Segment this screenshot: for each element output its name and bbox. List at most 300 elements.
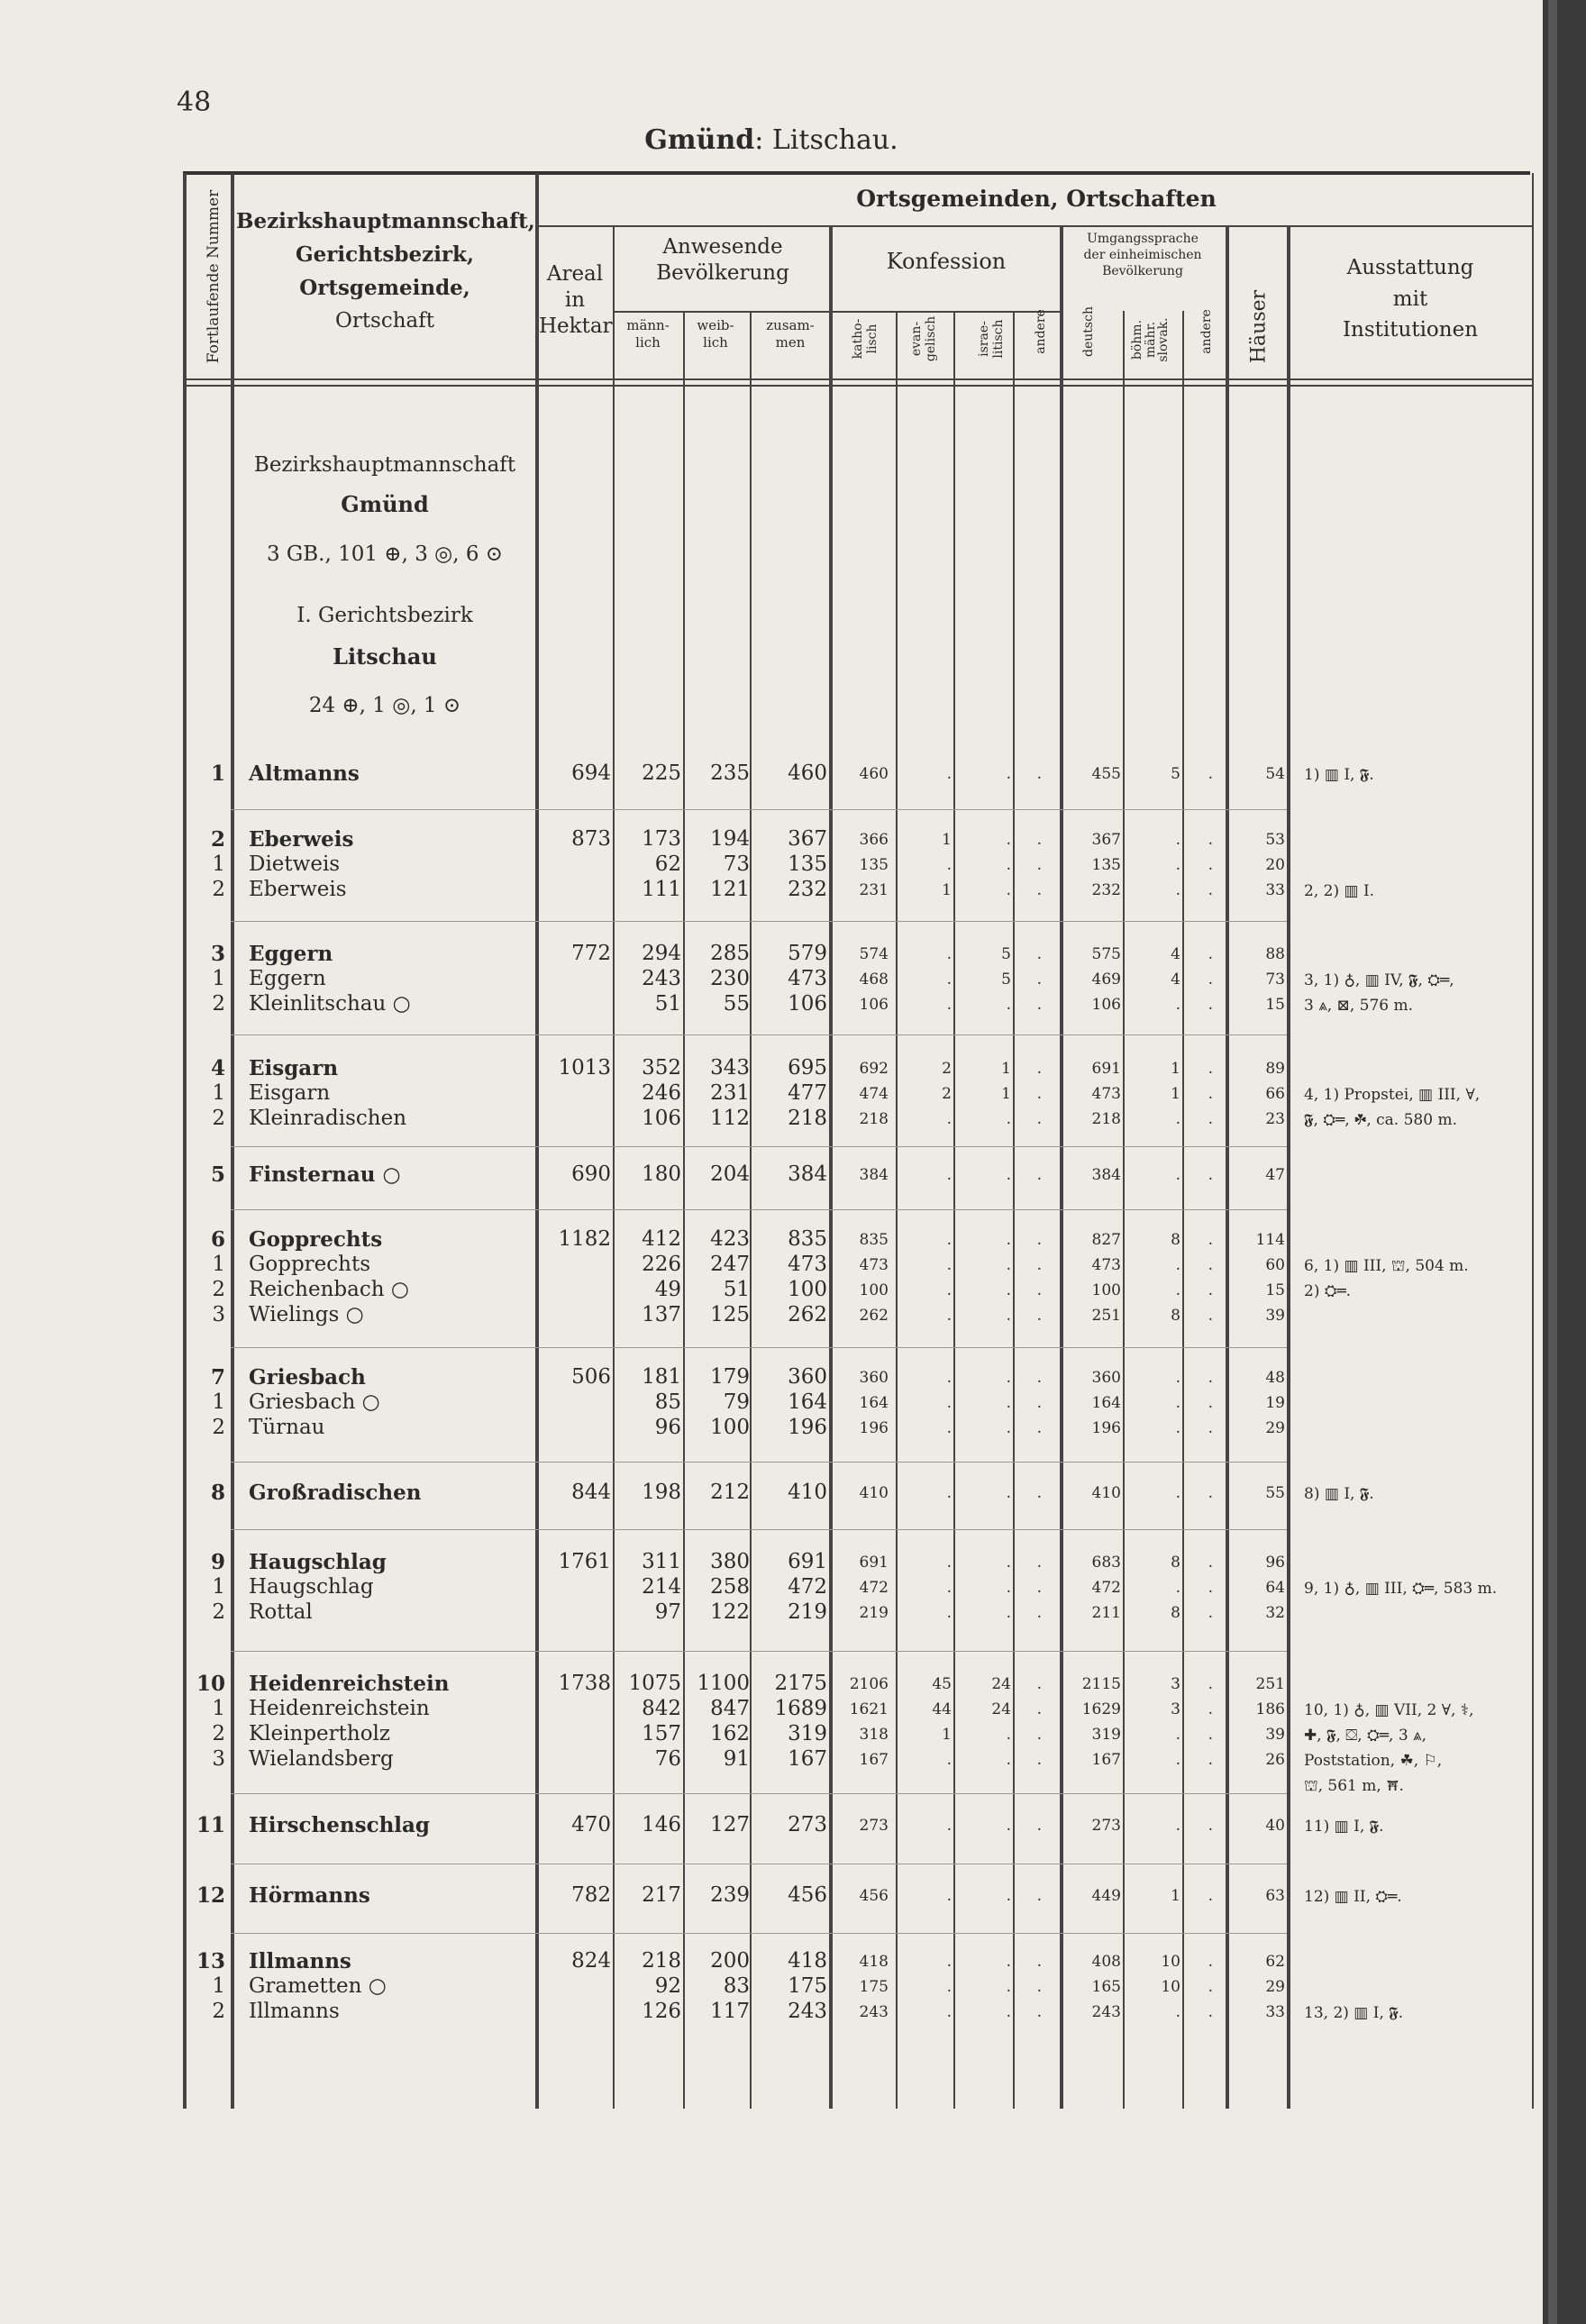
cell-isr: 1 bbox=[1001, 1085, 1011, 1103]
header-col-institutions bbox=[1289, 252, 1532, 346]
cell-ev: . bbox=[946, 1953, 952, 1971]
cell-and: . bbox=[1036, 1675, 1042, 1693]
cell-w: 343 bbox=[710, 1056, 750, 1080]
cell-w: 212 bbox=[710, 1481, 750, 1504]
row-rule bbox=[231, 1793, 1287, 1794]
cell-bo: 3 bbox=[1171, 1675, 1180, 1693]
institutions-cell: 2) ⛭═. bbox=[1304, 1282, 1352, 1300]
cell-w: 91 bbox=[723, 1747, 750, 1771]
cell-and: . bbox=[1036, 1419, 1042, 1437]
cell-m: 311 bbox=[642, 1550, 681, 1573]
cell-t: 273 bbox=[788, 1813, 827, 1836]
cell-h: 19 bbox=[1265, 1394, 1285, 1412]
cell-t: 1689 bbox=[774, 1697, 827, 1720]
cell-isr: . bbox=[1006, 1726, 1011, 1744]
cell-m: 198 bbox=[642, 1481, 681, 1504]
cell-h: 73 bbox=[1265, 971, 1285, 989]
cell-and: . bbox=[1036, 971, 1042, 989]
cell-t: 456 bbox=[788, 1883, 827, 1907]
cell-m: 217 bbox=[642, 1883, 681, 1907]
cell-and: . bbox=[1036, 945, 1042, 963]
cell-and: . bbox=[1036, 881, 1042, 899]
row-number: 12 bbox=[196, 1883, 225, 1908]
cell-and: . bbox=[1036, 1060, 1042, 1078]
municipality-name: Hirschenschlag bbox=[249, 1813, 431, 1837]
cell-w: 125 bbox=[710, 1303, 750, 1326]
header-pop-female: weib- lich bbox=[697, 317, 734, 351]
header-area-line1: Areal bbox=[546, 262, 604, 286]
page-number: 48 bbox=[177, 87, 212, 118]
cell-kat: 384 bbox=[859, 1166, 889, 1184]
cell-t: 360 bbox=[788, 1365, 827, 1389]
cell-bo: 8 bbox=[1171, 1307, 1180, 1325]
cell-kat: 231 bbox=[859, 881, 889, 899]
cell-and: . bbox=[1036, 1231, 1042, 1249]
cell-kat: 164 bbox=[859, 1394, 889, 1412]
cell-area: 772 bbox=[571, 942, 611, 965]
cell-w: 235 bbox=[710, 761, 750, 785]
cell-de: 449 bbox=[1091, 1887, 1121, 1905]
row-rule bbox=[231, 1347, 1287, 1348]
cell-bo: . bbox=[1175, 2003, 1180, 2021]
cell-bo: . bbox=[1175, 1394, 1180, 1412]
header-area-line2: in bbox=[564, 287, 586, 312]
cell-kat: 262 bbox=[859, 1307, 889, 1325]
cell-ev: . bbox=[946, 1978, 952, 1996]
cell-ev: . bbox=[946, 1419, 952, 1437]
locality-name: Heidenreichstein bbox=[249, 1697, 430, 1720]
header-pop-line1: Anwesende bbox=[662, 235, 783, 259]
cell-h: 96 bbox=[1265, 1554, 1285, 1572]
cell-h: 47 bbox=[1265, 1166, 1285, 1184]
header-lang-line2: der einheimischen bbox=[1083, 248, 1202, 263]
header-pop-line2: Bevölkerung bbox=[656, 260, 789, 285]
cell-and: . bbox=[1036, 1394, 1042, 1412]
cell-h: 40 bbox=[1265, 1817, 1285, 1835]
row-number: 1 bbox=[212, 852, 225, 876]
cell-area: 782 bbox=[571, 1883, 611, 1907]
cell-kat: 135 bbox=[859, 856, 889, 874]
column-rule bbox=[1532, 173, 1534, 2109]
cell-de: 273 bbox=[1091, 1817, 1121, 1835]
cell-and: . bbox=[1036, 1281, 1042, 1299]
cell-de: 232 bbox=[1091, 881, 1121, 899]
cell-isr: . bbox=[1006, 1256, 1011, 1274]
cell-w: 1100 bbox=[697, 1672, 750, 1695]
row-rule bbox=[183, 385, 1532, 387]
header-conf-evangelical: evan- gelisch bbox=[909, 315, 938, 362]
cell-w: 204 bbox=[710, 1162, 750, 1186]
row-number: 2 bbox=[212, 1107, 225, 1130]
cell-de: 218 bbox=[1091, 1110, 1121, 1128]
header-lang-other: andere bbox=[1199, 309, 1214, 354]
cell-t: 835 bbox=[788, 1227, 827, 1251]
header-group-population bbox=[615, 234, 831, 287]
cell-kat: 196 bbox=[859, 1419, 889, 1437]
row-number: 2 bbox=[212, 1416, 225, 1439]
municipality-name: Haugschlag bbox=[249, 1550, 387, 1574]
cell-and: . bbox=[1036, 1307, 1042, 1325]
cell-isr: . bbox=[1006, 1281, 1011, 1299]
cell-la: . bbox=[1208, 1978, 1213, 1996]
cell-de: 164 bbox=[1091, 1394, 1121, 1412]
cell-and: . bbox=[1036, 1817, 1042, 1835]
cell-h: 53 bbox=[1265, 831, 1285, 849]
cell-ev: . bbox=[946, 1604, 952, 1622]
cell-and: . bbox=[1036, 856, 1042, 874]
institutions-cell: 13, 2) ▥ I, 𝕱. bbox=[1304, 2004, 1404, 2022]
cell-isr: . bbox=[1006, 765, 1011, 783]
cell-kat: 360 bbox=[859, 1369, 889, 1387]
cell-t: 418 bbox=[788, 1949, 827, 1973]
cell-isr: . bbox=[1006, 1817, 1011, 1835]
cell-ev: . bbox=[946, 1817, 952, 1835]
row-rule bbox=[231, 1529, 1287, 1530]
header-lang-line1: Umgangssprache bbox=[1087, 232, 1199, 246]
cell-m: 180 bbox=[642, 1162, 681, 1186]
row-number: 10 bbox=[196, 1672, 225, 1696]
cell-kat: 472 bbox=[859, 1579, 889, 1597]
cell-t: 135 bbox=[788, 852, 827, 876]
cell-la: . bbox=[1208, 881, 1213, 899]
locality-name: Türnau bbox=[249, 1416, 325, 1439]
cell-t: 243 bbox=[788, 2000, 827, 2023]
institutions-cell: 10, 1) ♁, ▥ VII, 2 ∀, ⚕, bbox=[1304, 1701, 1474, 1719]
cell-h: 186 bbox=[1255, 1700, 1285, 1718]
institutions-cell: 3 ⩓, ⊠, 576 m. bbox=[1304, 997, 1414, 1015]
institutions-cell: 3, 1) ♁, ▥ IV, 𝕱, ⛭═, bbox=[1304, 971, 1454, 989]
cell-area: 844 bbox=[571, 1481, 611, 1504]
header-name-line3: Ortsgemeinde, bbox=[299, 275, 470, 300]
header-col-area bbox=[539, 261, 611, 339]
intro-gb-stats: 24 ⊕, 1 ◎, 1 ⊙ bbox=[308, 694, 461, 717]
cell-w: 423 bbox=[710, 1227, 750, 1251]
cell-la: . bbox=[1208, 1726, 1213, 1744]
cell-la: . bbox=[1208, 1887, 1213, 1905]
municipality-name: Eisgarn bbox=[249, 1056, 339, 1080]
cell-ev: . bbox=[946, 971, 952, 989]
cell-isr: . bbox=[1006, 1554, 1011, 1572]
cell-h: 63 bbox=[1265, 1887, 1285, 1905]
running-title-court: : Litschau. bbox=[754, 124, 898, 156]
cell-kat: 167 bbox=[859, 1751, 889, 1769]
cell-isr: . bbox=[1006, 1307, 1011, 1325]
cell-la: . bbox=[1208, 1817, 1213, 1835]
cell-bo: . bbox=[1175, 1369, 1180, 1387]
cell-la: . bbox=[1208, 856, 1213, 874]
cell-kat: 468 bbox=[859, 971, 889, 989]
cell-de: 135 bbox=[1091, 856, 1121, 874]
row-rule bbox=[535, 225, 1532, 227]
cell-isr: 24 bbox=[991, 1675, 1011, 1693]
row-number: 2 bbox=[212, 1278, 225, 1301]
cell-kat: 366 bbox=[859, 831, 889, 849]
cell-isr: . bbox=[1006, 2003, 1011, 2021]
row-number: 4 bbox=[210, 1056, 225, 1080]
header-name-line1: Bezirkshauptmannschaft, bbox=[236, 209, 535, 233]
row-number: 1 bbox=[212, 1575, 225, 1599]
cell-t: 410 bbox=[788, 1481, 827, 1504]
cell-h: 64 bbox=[1265, 1579, 1285, 1597]
cell-h: 15 bbox=[1265, 1281, 1285, 1299]
cell-m: 62 bbox=[654, 852, 681, 876]
cell-kat: 692 bbox=[859, 1060, 889, 1078]
locality-name: Griesbach ○ bbox=[249, 1390, 380, 1414]
institutions-cell: 12) ▥ II, ⛭═. bbox=[1304, 1888, 1402, 1906]
cell-w: 285 bbox=[710, 942, 750, 965]
cell-and: . bbox=[1036, 1978, 1042, 1996]
cell-ev: 2 bbox=[942, 1060, 952, 1078]
cell-isr: 5 bbox=[1001, 971, 1011, 989]
cell-isr: . bbox=[1006, 1369, 1011, 1387]
cell-ev: . bbox=[946, 2003, 952, 2021]
cell-t: 384 bbox=[788, 1162, 827, 1186]
header-inst-line3: Institutionen bbox=[1342, 318, 1479, 342]
cell-h: 60 bbox=[1265, 1256, 1285, 1274]
cell-isr: . bbox=[1006, 1110, 1011, 1128]
cell-t: 473 bbox=[788, 967, 827, 990]
cell-bo: 1 bbox=[1171, 1887, 1180, 1905]
row-number: 7 bbox=[210, 1365, 225, 1390]
cell-t: 218 bbox=[788, 1107, 827, 1130]
cell-area: 824 bbox=[571, 1949, 611, 1973]
cell-and: . bbox=[1036, 1953, 1042, 1971]
institutions-cell: Poststation, ☘, ⚐, bbox=[1304, 1752, 1443, 1770]
institutions-cell: ⛫, 561 m, ⛩. bbox=[1304, 1777, 1404, 1795]
row-number: 2 bbox=[212, 992, 225, 1016]
cell-de: 472 bbox=[1091, 1579, 1121, 1597]
cell-h: 39 bbox=[1265, 1307, 1285, 1325]
cell-isr: . bbox=[1006, 1751, 1011, 1769]
header-lang-czech: böhm. mähr. slovak. bbox=[1129, 317, 1171, 362]
cell-t: 232 bbox=[788, 878, 827, 901]
cell-kat: 574 bbox=[859, 945, 889, 963]
cell-ev: . bbox=[946, 1484, 952, 1502]
cell-de: 251 bbox=[1091, 1307, 1121, 1325]
municipality-name: Griesbach bbox=[249, 1365, 366, 1390]
cell-bo: . bbox=[1175, 1484, 1180, 1502]
cell-t: 106 bbox=[788, 992, 827, 1016]
locality-name: Grametten ○ bbox=[249, 1974, 387, 1998]
cell-h: 55 bbox=[1265, 1484, 1285, 1502]
cell-bo: . bbox=[1175, 1751, 1180, 1769]
cell-h: 23 bbox=[1265, 1110, 1285, 1128]
cell-isr: . bbox=[1006, 1419, 1011, 1437]
institutions-cell: 1) ▥ I, 𝕱. bbox=[1304, 766, 1374, 784]
cell-w: 122 bbox=[710, 1600, 750, 1624]
cell-w: 247 bbox=[710, 1253, 750, 1276]
cell-bo: . bbox=[1175, 1256, 1180, 1274]
cell-ev: 45 bbox=[932, 1675, 952, 1693]
row-number: 1 bbox=[212, 1974, 225, 1998]
header-inst-line1: Ausstattung bbox=[1346, 256, 1474, 279]
cell-de: 469 bbox=[1091, 971, 1121, 989]
cell-la: . bbox=[1208, 1231, 1213, 1249]
cell-la: . bbox=[1208, 2003, 1213, 2021]
cell-h: 251 bbox=[1255, 1675, 1285, 1693]
cell-kat: 106 bbox=[859, 996, 889, 1014]
column-rule bbox=[183, 173, 187, 2109]
cell-isr: . bbox=[1006, 1166, 1011, 1184]
header-pop-total: zusam- men bbox=[766, 317, 815, 351]
row-number: 3 bbox=[210, 942, 225, 966]
cell-bo: . bbox=[1175, 1817, 1180, 1835]
cell-t: 164 bbox=[788, 1390, 827, 1414]
cell-la: . bbox=[1208, 1369, 1213, 1387]
cell-kat: 835 bbox=[859, 1231, 889, 1249]
column-rule bbox=[1287, 225, 1290, 2109]
header-inst-line2: mit bbox=[1392, 287, 1428, 311]
cell-de: 196 bbox=[1091, 1419, 1121, 1437]
intro-gb-label: I. Gerichtsbezirk bbox=[296, 604, 473, 627]
cell-isr: . bbox=[1006, 1604, 1011, 1622]
cell-ev: . bbox=[946, 1579, 952, 1597]
institutions-cell: 4, 1) Propstei, ▥ III, ∀, bbox=[1304, 1086, 1481, 1104]
cell-w: 258 bbox=[710, 1575, 750, 1599]
cell-ev: . bbox=[946, 1166, 952, 1184]
municipality-name: Heidenreichstein bbox=[249, 1672, 450, 1696]
row-number: 2 bbox=[212, 878, 225, 901]
cell-h: 20 bbox=[1265, 856, 1285, 874]
cell-isr: 5 bbox=[1001, 945, 1011, 963]
header-col-houses: Häuser bbox=[1247, 289, 1271, 364]
row-number: 1 bbox=[212, 967, 225, 990]
cell-m: 96 bbox=[654, 1416, 681, 1439]
cell-h: 39 bbox=[1265, 1726, 1285, 1744]
book-edge-inner bbox=[1548, 0, 1557, 2324]
cell-de: 473 bbox=[1091, 1256, 1121, 1274]
cell-t: 472 bbox=[788, 1575, 827, 1599]
cell-kat: 474 bbox=[859, 1085, 889, 1103]
row-number: 1 bbox=[210, 761, 225, 786]
cell-ev: . bbox=[946, 1110, 952, 1128]
cell-m: 218 bbox=[642, 1949, 681, 1973]
cell-la: . bbox=[1208, 971, 1213, 989]
cell-t: 473 bbox=[788, 1253, 827, 1276]
header-col-name bbox=[236, 205, 533, 338]
cell-m: 173 bbox=[642, 827, 681, 851]
cell-m: 243 bbox=[642, 967, 681, 990]
header-conf-israelite: israe- litisch bbox=[977, 319, 1006, 359]
cell-bo: 10 bbox=[1161, 1953, 1180, 1971]
cell-isr: . bbox=[1006, 1887, 1011, 1905]
cell-isr: 1 bbox=[1001, 1060, 1011, 1078]
cell-bo: . bbox=[1175, 1110, 1180, 1128]
row-number: 1 bbox=[212, 1253, 225, 1276]
cell-isr: 24 bbox=[991, 1700, 1011, 1718]
cell-t: 319 bbox=[788, 1722, 827, 1745]
cell-kat: 273 bbox=[859, 1817, 889, 1835]
cell-de: 575 bbox=[1091, 945, 1121, 963]
cell-and: . bbox=[1036, 996, 1042, 1014]
cell-and: . bbox=[1036, 1604, 1042, 1622]
cell-area: 506 bbox=[571, 1365, 611, 1389]
row-rule bbox=[183, 378, 1532, 380]
running-title-district: Gmünd bbox=[644, 124, 755, 156]
cell-isr: . bbox=[1006, 1231, 1011, 1249]
cell-and: . bbox=[1036, 1166, 1042, 1184]
header-group-language bbox=[1062, 231, 1224, 280]
running-title bbox=[0, 124, 1543, 156]
cell-isr: . bbox=[1006, 1579, 1011, 1597]
cell-bo: 8 bbox=[1171, 1554, 1180, 1572]
locality-name: Kleinlitschau ○ bbox=[249, 992, 411, 1016]
cell-isr: . bbox=[1006, 1394, 1011, 1412]
locality-name: Rottal bbox=[249, 1600, 313, 1624]
cell-w: 79 bbox=[723, 1390, 750, 1414]
cell-m: 137 bbox=[642, 1303, 681, 1326]
cell-isr: . bbox=[1006, 881, 1011, 899]
cell-h: 33 bbox=[1265, 2003, 1285, 2021]
cell-bo: 1 bbox=[1171, 1085, 1180, 1103]
cell-and: . bbox=[1036, 765, 1042, 783]
cell-h: 66 bbox=[1265, 1085, 1285, 1103]
cell-bo: 5 bbox=[1171, 765, 1180, 783]
cell-bo: . bbox=[1175, 1281, 1180, 1299]
cell-kat: 218 bbox=[859, 1110, 889, 1128]
cell-kat: 456 bbox=[859, 1887, 889, 1905]
cell-de: 408 bbox=[1091, 1953, 1121, 1971]
cell-la: . bbox=[1208, 1419, 1213, 1437]
row-rule bbox=[231, 1651, 1287, 1652]
cell-w: 239 bbox=[710, 1883, 750, 1907]
cell-w: 73 bbox=[723, 852, 750, 876]
cell-de: 319 bbox=[1091, 1726, 1121, 1744]
cell-la: . bbox=[1208, 1554, 1213, 1572]
cell-bo: 8 bbox=[1171, 1604, 1180, 1622]
cell-la: . bbox=[1208, 1085, 1213, 1103]
municipality-name: Hörmanns bbox=[249, 1883, 370, 1908]
cell-w: 194 bbox=[710, 827, 750, 851]
institutions-cell: ✚, 𝕱, ⛋, ⛭═, 3 ⩓, bbox=[1304, 1727, 1427, 1745]
cell-isr: . bbox=[1006, 996, 1011, 1014]
cell-de: 167 bbox=[1091, 1751, 1121, 1769]
cell-la: . bbox=[1208, 1751, 1213, 1769]
cell-w: 117 bbox=[710, 2000, 750, 2023]
cell-bo: . bbox=[1175, 996, 1180, 1014]
cell-la: . bbox=[1208, 1484, 1213, 1502]
cell-ev: 2 bbox=[942, 1085, 952, 1103]
locality-name: Kleinpertholz bbox=[249, 1722, 391, 1745]
cell-kat: 243 bbox=[859, 2003, 889, 2021]
row-rule bbox=[231, 1462, 1287, 1463]
cell-and: . bbox=[1036, 1554, 1042, 1572]
header-lang-line3: Bevölkerung bbox=[1102, 264, 1183, 279]
header-lang-german: deutsch bbox=[1081, 306, 1096, 357]
cell-de: 360 bbox=[1091, 1369, 1121, 1387]
cell-w: 179 bbox=[710, 1365, 750, 1389]
cell-la: . bbox=[1208, 1281, 1213, 1299]
header-area-line3: Hektar bbox=[539, 314, 613, 338]
cell-de: 106 bbox=[1091, 996, 1121, 1014]
row-rule bbox=[231, 1209, 1287, 1210]
row-rule bbox=[231, 921, 1287, 922]
cell-kat: 318 bbox=[859, 1726, 889, 1744]
cell-m: 51 bbox=[654, 992, 681, 1016]
cell-t: 167 bbox=[788, 1747, 827, 1771]
locality-name: Wielings ○ bbox=[249, 1303, 364, 1326]
header-name-line4: Ortschaft bbox=[334, 309, 435, 333]
cell-ev: 1 bbox=[942, 1726, 952, 1744]
cell-la: . bbox=[1208, 765, 1213, 783]
cell-ev: . bbox=[946, 1394, 952, 1412]
cell-h: 114 bbox=[1255, 1231, 1285, 1249]
header-conf-catholic: katho- lisch bbox=[851, 318, 880, 360]
row-number: 2 bbox=[212, 2000, 225, 2023]
cell-ev: . bbox=[946, 1281, 952, 1299]
cell-bo: . bbox=[1175, 831, 1180, 849]
cell-t: 367 bbox=[788, 827, 827, 851]
